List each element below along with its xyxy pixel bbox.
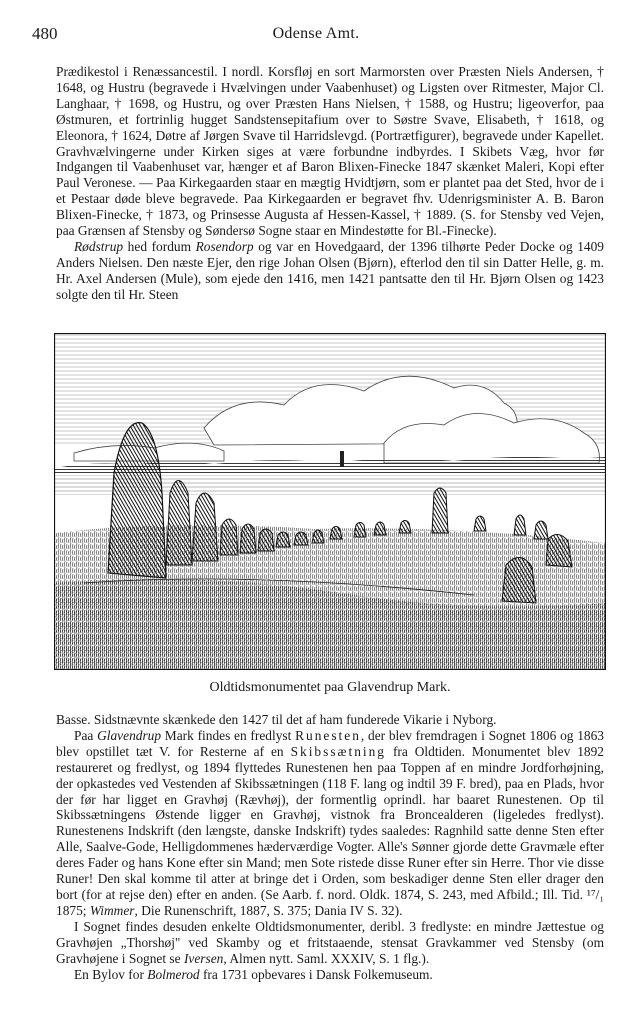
- text-run: Wimmer: [89, 902, 135, 918]
- text-run: Runesten: [295, 727, 361, 743]
- text-run: Rosendorp: [195, 238, 254, 254]
- text-run: Iversen: [183, 950, 224, 966]
- text-run: Bolmerod: [147, 966, 200, 982]
- text-run: Mark findes en fredlyst: [161, 727, 296, 743]
- text-run: En Bylov for: [74, 966, 148, 982]
- paragraph: [56, 712, 604, 728]
- text-run: Skibssætning: [290, 743, 387, 759]
- distant-tower: [340, 451, 344, 467]
- text-run: og var en Hovedgaard, der 1396 tilhørte Peder Docke og 1409 Anders Nielsen. Den næste Ejer, den rige Johan Olsen (Bjørn), efterlod den til sin Datter Helle, g. m. Hr. Axel Andersen (Mule), som ejede den 1416, men 1421 pantsatte den til Hr. Bjørn Olsen og 1423 solgte den til Hr. Steen: [56, 238, 604, 302]
- text-run: I Sognet findes desuden enkelte Oldtidsmonumenter, deribl. 3 fredlyste: en mindre Jættestue og Gravhøjen „Thorshøj" ved Skamby og et fritstaaende, stensat Gravkammer ved Stensby (om Gravhøjene i Sognet se: [56, 918, 604, 966]
- figure-caption: Oldtidsmonumentet paa Glavendrup Mark.: [209, 680, 451, 695]
- text-run: Paa: [74, 727, 98, 743]
- body-text-bottom: [56, 712, 604, 982]
- page-number: 480: [32, 24, 58, 43]
- body-text-top: [56, 64, 604, 303]
- text-run: , Die Runenschrift, 1887, S. 375; Dania IV S. 32).: [134, 902, 403, 918]
- paragraph: [56, 64, 604, 239]
- text-run: fra Oldtiden. Monumentet blev 1892 restaureret og fredlyst, og 1894 flyttedes Runestenen hen paa Toppen af en mindre Jordforhøjning, der opkastedes ved Vestenden af Skibssætningen (118 F. lang og indtil 39 F. bred), paa en Plads, hvor der før har ligget en Gravhøj (Rævhøj), der formentlig oprindl. har baaret Runestenen. Op til Skibssætningens Østende ligger en Gravhøj, vistnok fra Broncealderen (ligeledes fredlyst). Runestenens Indskrift (den længste, danske Indskrift) tydes saaledes: Ragnhild satte denne Sten efter Alle, Saalve-Gode, Helligdommenes hæderværdige Vogter. Alle's Sønner gjorde dette Gravmæle efter deres Fader og hans Kone efter sin Mand; men Sote ristede disse Runer efter sin Herre. Thor vie disse Runer! Den skal komme til atter at bringe det i Orden, som beskadiger denne Sten eller drager den bort (for at rejse den) efter en anden. (Se Aarb. f. nord. Oldk. 1874, S. 243, med Afbild.; Ill. Tid. ¹⁷/₁ 1875;: [56, 743, 604, 918]
- text-run: Rødstrup: [74, 238, 124, 254]
- page-header: [32, 24, 600, 46]
- paragraph: [56, 919, 604, 967]
- text-run: Basse. Sidstnævnte skænkede den 1427 til det af ham funderede Vikarie i Nyborg.: [56, 712, 497, 727]
- text-run: Prædikestol i Renæssancestil. I nordl. Korsfløj en sort Marmorsten over Præsten Niels Andersen, † 1648, og Hustru (begravede i Hvælvingen under Vaabenhuset) og Ligsten over Ritmester, Major Cl. Langhaar, † 1698, og Hustru, og over Præsten Hans Nielsen, † 1588, og Hustru; ligeoverfor, paa Østmuren, et fortrinlig hugget Sandstensepitafium over to Søstre Svave, Elisabeth, † 1618, og Eleonora, † 1624, Døtre af Jørgen Svave til Harridslevgd. (Portrætfigurer), begravede under Kapellet. Gravhvælvingerne under Kirken siges at være forbundne indbyrdes. I Skibets Væg, hvor før Indgangen til Vaabenhuset var, hænger et af Baron Blixen-Finecke 1847 skænket Maleri, Kopi efter Paul Veronese. — Paa Kirkegaarden staar en mægtig Hvidtjørn, som er plantet paa det Sted, hvor de i et Pestaar døde bleve begravede. Paa Kirkegaarden er begravet fhv. Udenrigsminister A. B. Baron Blixen-Finecke, † 1873, og Prinsesse Augusta af Hessen-Kassel, † 1889. (S. for Stensby ved Vejen, paa Grænsen af Stensby og Søndersø Sogne staar en Mindestøtte for Bl.-Finecke).: [56, 64, 604, 239]
- text-run: fra 1731 opbevares i Dansk Folkemuseum.: [199, 966, 433, 982]
- paragraph: [56, 967, 604, 983]
- illustration-glavendrup-stones: [54, 333, 606, 670]
- text-run: , der blev fremdragen i Sognet 1806 og 1863 blev opstillet tæt V. for Resterne af en: [56, 727, 604, 759]
- text-run: , Almen nytt. Saml. XXXIV, S. 1 flg.).: [223, 950, 430, 966]
- text-run: Glavendrup: [97, 727, 162, 743]
- text-run: hed fordum: [123, 238, 196, 254]
- paragraph: [56, 239, 604, 303]
- running-head: Odense Amt.: [272, 25, 360, 42]
- paragraph: [56, 728, 604, 919]
